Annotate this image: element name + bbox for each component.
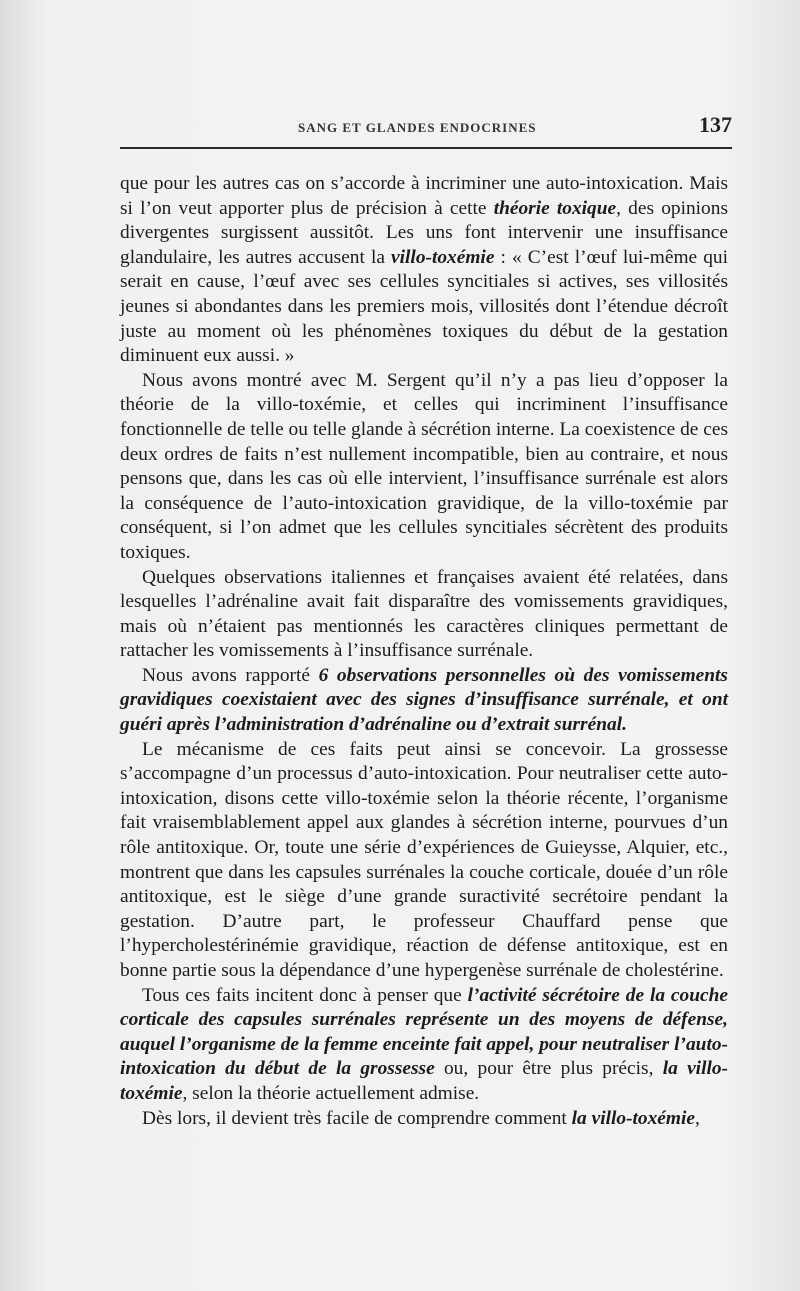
text-run: : « C’est l’œuf lui-même qui serait en cause, l’œuf avec ses cellules syncitiales si actives, ses villosités jeunes si abondantes dans les premiers mois, villosités dont l’étendue décroît juste au moment où les phénomènes toxiques du début de la gestation diminuent eux aussi. » — [120, 246, 729, 367]
text-run: Quelques observations italiennes et françaises avaient été relatées, dans lesquelles l’adrénaline avait fait disparaître des vomissements gravidiques, mais où n’étaient pas mentionnés les caractères cliniques permettant de rattacher les vomissements à l’insuffisance surrénale. — [120, 566, 728, 662]
paragraph — [120, 369, 728, 566]
running-title: SANG ET GLANDES ENDOCRINES — [298, 120, 537, 135]
text-run: ou, pour être plus précis, — [434, 1058, 663, 1080]
italic-text: 6 observations personnelles où des vomissements gravidiques coexistaient avec des signes d’insuffisance surrénale, et ont guéri après l’administration d’adrénaline ou d’extrait surrénal. — [120, 664, 728, 736]
header-rule — [120, 147, 732, 149]
text-run: Nous avons montré avec M. Sergent qu’il n’y a pas lieu d’opposer la théorie de la villo-toxémie, et celles qui incriminent l’insuffisance fonctionnelle de telle ou telle glande à sécrétion interne. La coexistence de ces deux ordres de faits n’est nullement incompatible, bien au contraire, et nous pensons que, dans les cas où elle intervient, l’insuffisance surrénale est alors la conséquence de l’auto-intoxication gravidique, de la villo-toxémie par conséquent, si l’on admet que les cellules syncitiales sécrètent des produits toxiques. — [120, 369, 728, 563]
italic-text: la villo-toxémie — [120, 1058, 728, 1104]
text-run: Le mécanisme de ces faits peut ainsi se concevoir. La grossesse s’accompagne d’un processus d’auto-intoxication. Pour neutraliser cette auto-intoxication, disons cette villo-toxémie selon la théorie récente, l’organisme fait vraisemblablement appel aux glandes à sécrétion interne, pourvues d’un rôle antitoxique. Or, toute une série d’expériences de Guieysse, Alquier, etc., montrent que dans les capsules surrénales la couche corticale, douée d’un rôle antitoxique, est le siège d’une grande suractivité secrétoire pendant la gestation. D’autre part, le professeur Chauffard pense que l’hypercholestérinémie gravidique, réaction de défense antitoxique, est en bonne partie sous la dépendance d’une hypergenèse surrénale de cholestérine. — [120, 738, 728, 981]
paragraph — [120, 566, 728, 664]
page-header — [120, 110, 732, 144]
paragraph — [120, 738, 728, 984]
page-number: 137 — [699, 112, 732, 137]
italic-text: l’activité sécrétoire de la couche corticale des capsules surrénales représente un des moyens de défense, auquel l’organisme de la femme enceinte fait appel, pour neutraliser l’auto-intoxication du début de la grossesse — [120, 984, 728, 1080]
paragraph — [120, 1107, 728, 1132]
italic-text: la villo-toxémie — [571, 1107, 695, 1129]
text-run: , des opinions divergentes surgissent aussitôt. Les uns font intervenir une insuffisance glandulaire, les autres accusent la — [120, 197, 728, 268]
paragraph — [120, 664, 728, 738]
body-text — [120, 172, 728, 1131]
italic-text: villo-toxémie — [391, 246, 495, 268]
text-run: , selon la théorie actuellement admise. — [182, 1082, 480, 1104]
paragraph — [120, 984, 728, 1107]
text-run: Nous avons rapporté — [142, 664, 319, 686]
text-run: , — [694, 1107, 700, 1129]
italic-text: théorie toxique — [493, 197, 617, 219]
paragraph — [120, 172, 728, 369]
text-run: Tous ces faits incitent donc à penser que — [142, 984, 468, 1006]
text-run: Dès lors, il devient très facile de comprendre comment — [142, 1107, 572, 1129]
text-run: que pour les autres cas on s’accorde à incriminer une auto-intoxication. Mais si l’on veut apporter plus de précision à cette — [120, 173, 728, 219]
